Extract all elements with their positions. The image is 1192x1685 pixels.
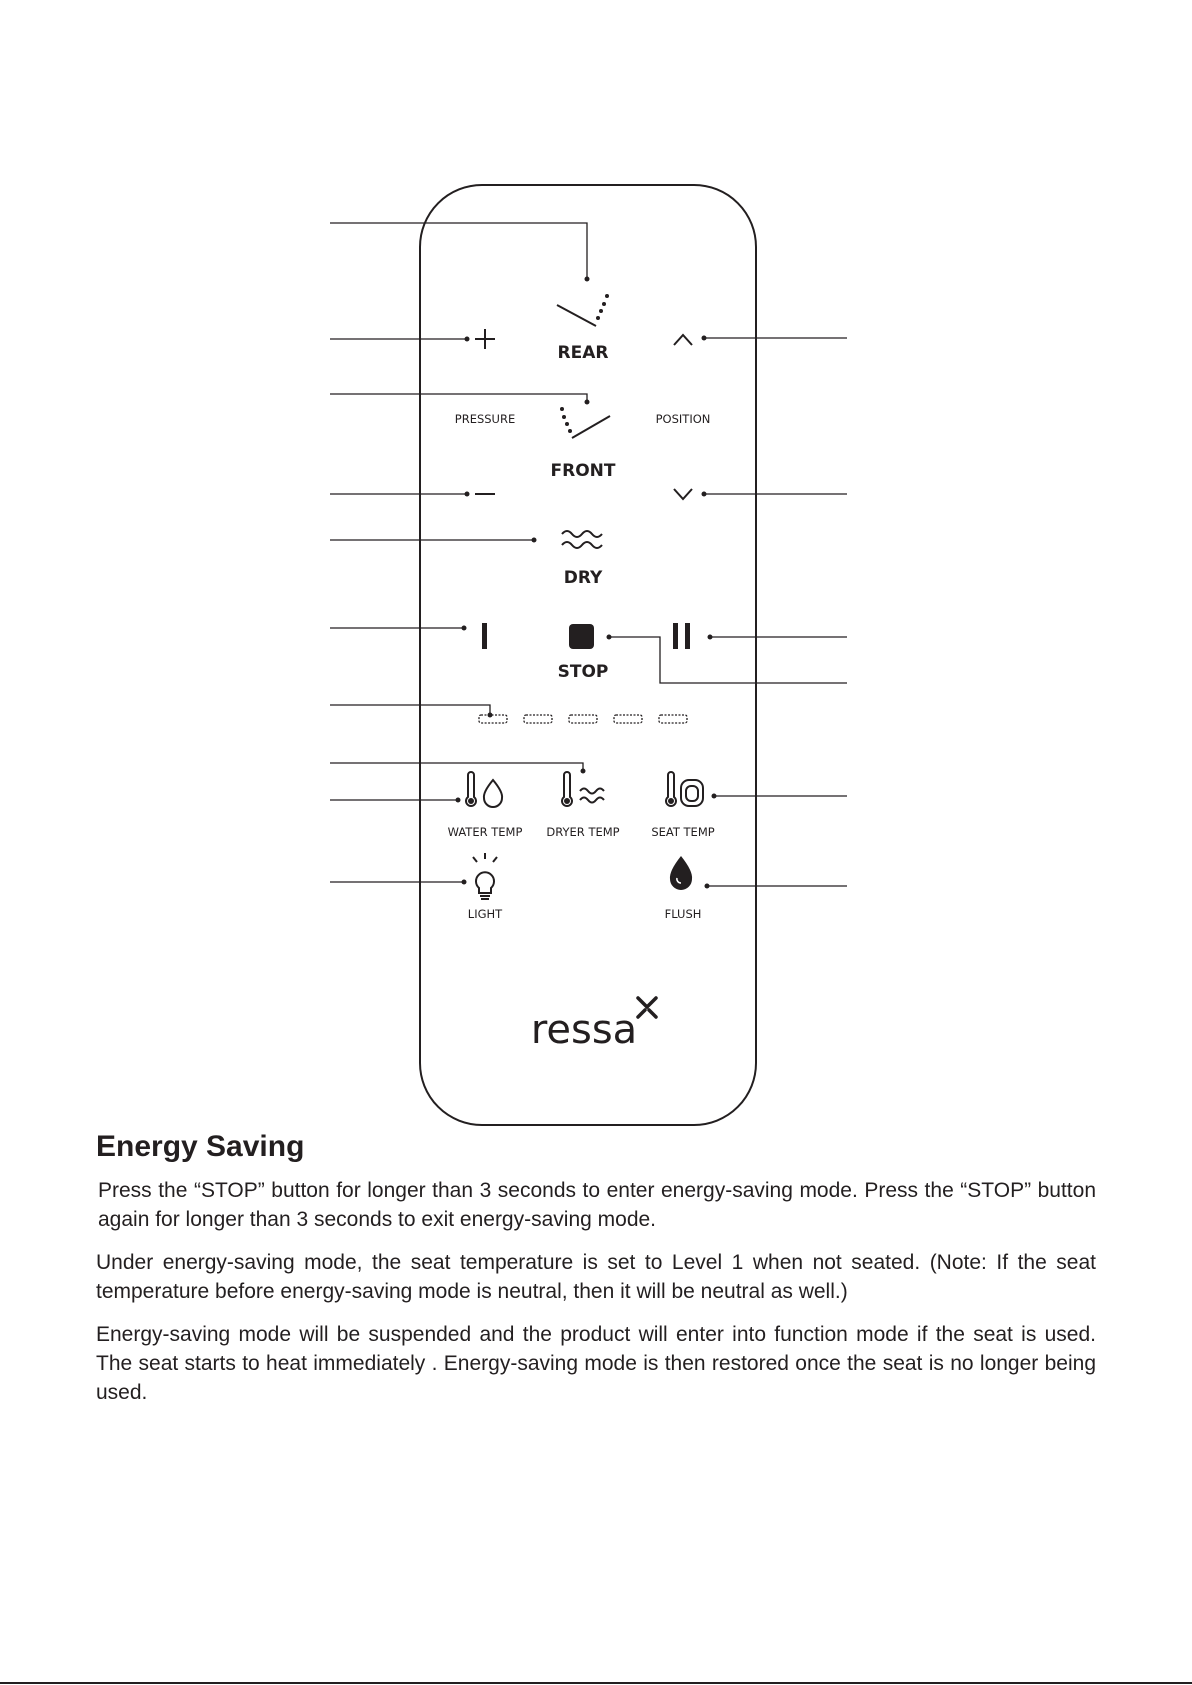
pressure-label: PRESSURE bbox=[454, 412, 516, 426]
stop-label: STOP bbox=[557, 662, 609, 682]
brand-wordmark: ressa bbox=[530, 1007, 638, 1053]
paragraph-stop-button: Press the “STOP” button for longer than 3 seconds to enter energy-saving mode. Press the “STOP” button again for longer than 3 seconds to exit energy-saving mode. bbox=[98, 1179, 1096, 1231]
energy-saving-section bbox=[96, 1130, 1096, 1421]
paragraph-function-mode: Energy-saving mode will be suspended and the product will enter into function mode if the seat is used. The seat starts to heat immediately . Energy-saving mode is then restored once the seat is no longer being used. bbox=[96, 1323, 1096, 1404]
rear-label: REAR bbox=[557, 343, 609, 363]
paragraph-seat-temperature: Under energy-saving mode, the seat temperature is set to Level 1 when not seated. (Note: If the seat temperature before energy-saving mode is neutral, then it will be neutral as well.) bbox=[96, 1251, 1096, 1303]
dry-label: DRY bbox=[563, 568, 603, 588]
front-label: FRONT bbox=[550, 461, 616, 481]
program-one-button[interactable] bbox=[482, 623, 487, 649]
seat-temp-label: SEAT TEMP bbox=[651, 825, 715, 839]
stop-square-icon bbox=[569, 624, 594, 649]
single-bar-icon bbox=[482, 623, 487, 649]
section-heading: Energy Saving bbox=[96, 1130, 305, 1163]
water-temp-label: WATER TEMP bbox=[447, 825, 523, 839]
bottom-rule bbox=[0, 1682, 1192, 1684]
remote-body bbox=[420, 185, 756, 1125]
flush-label: FLUSH bbox=[664, 907, 702, 921]
dryer-temp-label: DRYER TEMP bbox=[546, 825, 620, 839]
position-label: POSITION bbox=[655, 412, 711, 426]
light-label: LIGHT bbox=[467, 907, 503, 921]
